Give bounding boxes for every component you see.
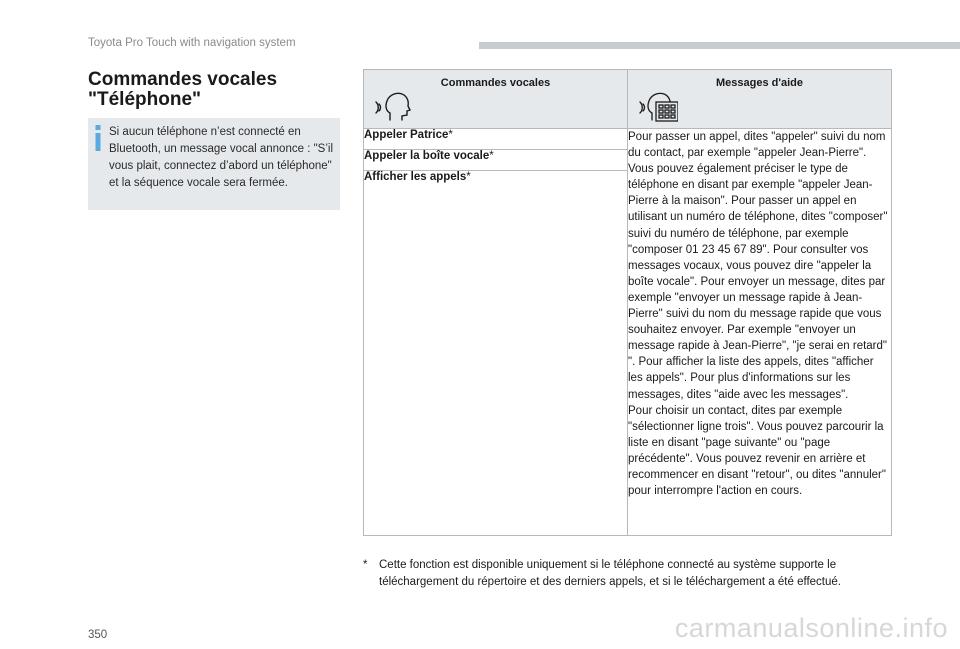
- header-rule: [479, 42, 960, 49]
- help-message-cell: [628, 129, 892, 536]
- section-title: Commandes vocales "Téléphone": [88, 69, 278, 110]
- footnote-text: Cette fonction est disponible uniquement si le téléphone connecté au système supporte le téléchargement du répertoire et des derniers appels, et si le téléchargement a été effectué.: [379, 559, 841, 588]
- info-icon: [93, 125, 103, 151]
- command-cell: [364, 150, 628, 171]
- header-help-label: Messages d'aide: [716, 77, 803, 89]
- header-commands-label: Commandes vocales: [440, 77, 551, 89]
- watermark: carmanualsonline.info: [674, 613, 948, 643]
- command-cell: [364, 171, 628, 536]
- voice-commands-table: [363, 69, 892, 536]
- command-label: Appeler la boîte vocale: [364, 150, 490, 162]
- running-title: Toyota Pro Touch with navigation system: [88, 37, 296, 49]
- command-label: Afficher les appels: [364, 171, 467, 183]
- help-paragraph: Pour choisir un contact, dites par exemple "sélectionner ligne trois". Vous pouvez parcourir la liste en disant "page suivante" ou "page précédente". Vous pouvez revenir en arrière et recommencer en disant "retour", ou dites "annuler" pour interrompre l'action en cours.: [628, 404, 886, 498]
- header-commands: [364, 70, 628, 129]
- header-help: [628, 70, 892, 129]
- info-text: Si aucun téléphone n’est connecté en Bluetooth, un message vocal annonce : "S’il vous plait, connectez d’abord un téléphone" et la séquence vocale sera fermée.: [109, 126, 333, 189]
- page-number: 350: [88, 629, 108, 641]
- command-label: Appeler Patrice: [364, 129, 449, 141]
- footnote-star: *: [363, 559, 368, 571]
- info-box: [88, 118, 340, 210]
- help-paragraph: Pour passer un appel, dites "appeler" suivi du nom du contact, par exemple "appeler Jean-Pierre". Vous pouvez également préciser le type de téléphone en disant par exemple "appeler Jean-Pierre à la maison". Pour passer un appel en utilisant un numéro de téléphone, dites "composer" suivi du numéro de téléphone, par exemple "composer 01 23 45 67 89". Pour consulter vos messages vocaux, vous pouvez dire "appeler la boîte vocale". Pour envoyer un message, dites par exemple "envoyer un message rapide à Jean-Pierre" suivi du nom du message rapide que vous souhaitez envoyer. Par exemple "envoyer un message rapide à Jean-Pierre", "je serai en retard" ". Pour afficher la liste des appels, dites "afficher les appels". Pour plus d'informations sur les messages, dites "aide avec les messages".: [628, 131, 888, 401]
- command-cell: [364, 129, 628, 150]
- footnote-marker: *: [466, 171, 471, 183]
- footnote-marker: *: [489, 150, 494, 162]
- footnote-marker: *: [448, 129, 453, 141]
